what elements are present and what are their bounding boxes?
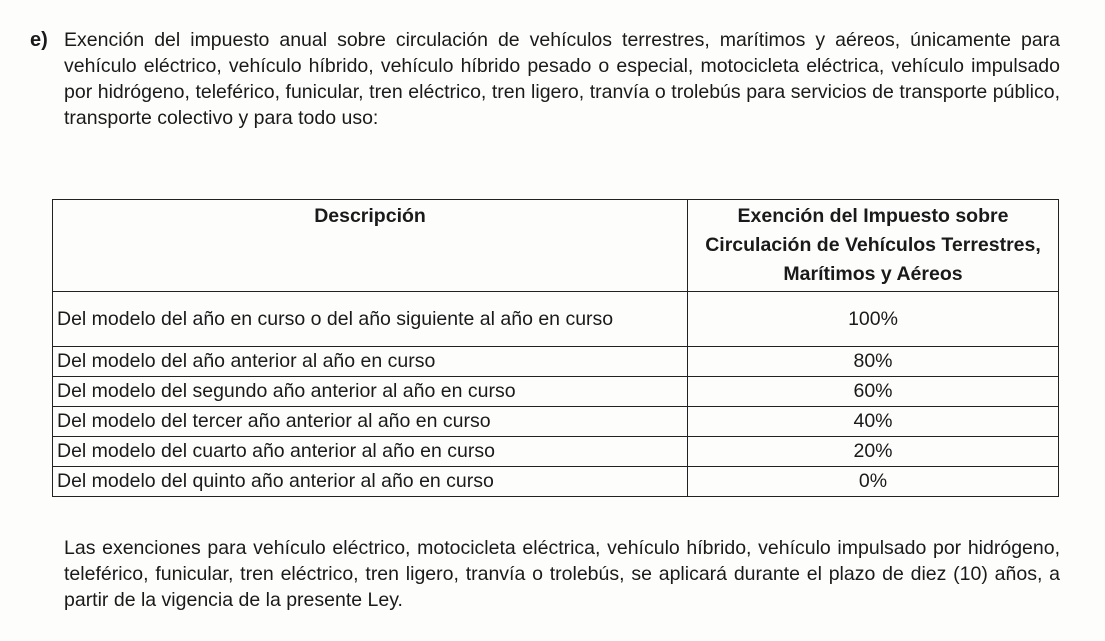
table-row <box>53 437 1059 467</box>
clause-e <box>30 27 1060 131</box>
table-row <box>53 377 1059 407</box>
exemption-table <box>52 199 1059 497</box>
footer-paragraph: Las exenciones para vehículo eléctrico, motocicleta eléctrica, vehículo híbrido, vehículo impulsado por hidrógeno, teleférico, funicular, tren eléctrico, tren ligero, tranvía o trolebús, se aplicará durante el plazo de diez (10) años, a partir de la vigencia de la presente Ley. <box>64 537 1060 611</box>
table-header-row <box>53 200 1059 292</box>
row-description: Del modelo del tercer año anterior al año en curso <box>53 407 688 437</box>
row-exemption: 20% <box>688 437 1059 467</box>
table-row <box>53 347 1059 377</box>
table-row <box>53 467 1059 497</box>
header-description: Descripción <box>53 200 688 292</box>
row-description: Del modelo del cuarto año anterior al año en curso <box>53 437 688 467</box>
row-description: Del modelo del segundo año anterior al año en curso <box>53 377 688 407</box>
header-exemption: Exención del Impuesto sobre Circulación de Vehículos Terrestres, Marítimos y Aéreos <box>688 200 1059 292</box>
row-exemption: 0% <box>688 467 1059 497</box>
table-row <box>53 292 1059 347</box>
table-row <box>53 407 1059 437</box>
row-description: Del modelo del año en curso o del año siguiente al año en curso <box>53 292 688 347</box>
clause-marker: e) <box>30 29 48 51</box>
row-description: Del modelo del quinto año anterior al año en curso <box>53 467 688 497</box>
row-exemption: 60% <box>688 377 1059 407</box>
clause-text: Exención del impuesto anual sobre circulación de vehículos terrestres, marítimos y aéreos, únicamente para vehículo eléctrico, vehículo híbrido, vehículo híbrido pesado o especial, motocicleta eléctrica, vehículo impulsado por hidrógeno, teleférico, funicular, tren eléctrico, tren ligero, tranvía o trolebús para servicios de transporte público, transporte colectivo y para todo uso: <box>64 29 1060 129</box>
row-exemption: 80% <box>688 347 1059 377</box>
row-exemption: 40% <box>688 407 1059 437</box>
row-exemption: 100% <box>688 292 1059 347</box>
row-description: Del modelo del año anterior al año en curso <box>53 347 688 377</box>
